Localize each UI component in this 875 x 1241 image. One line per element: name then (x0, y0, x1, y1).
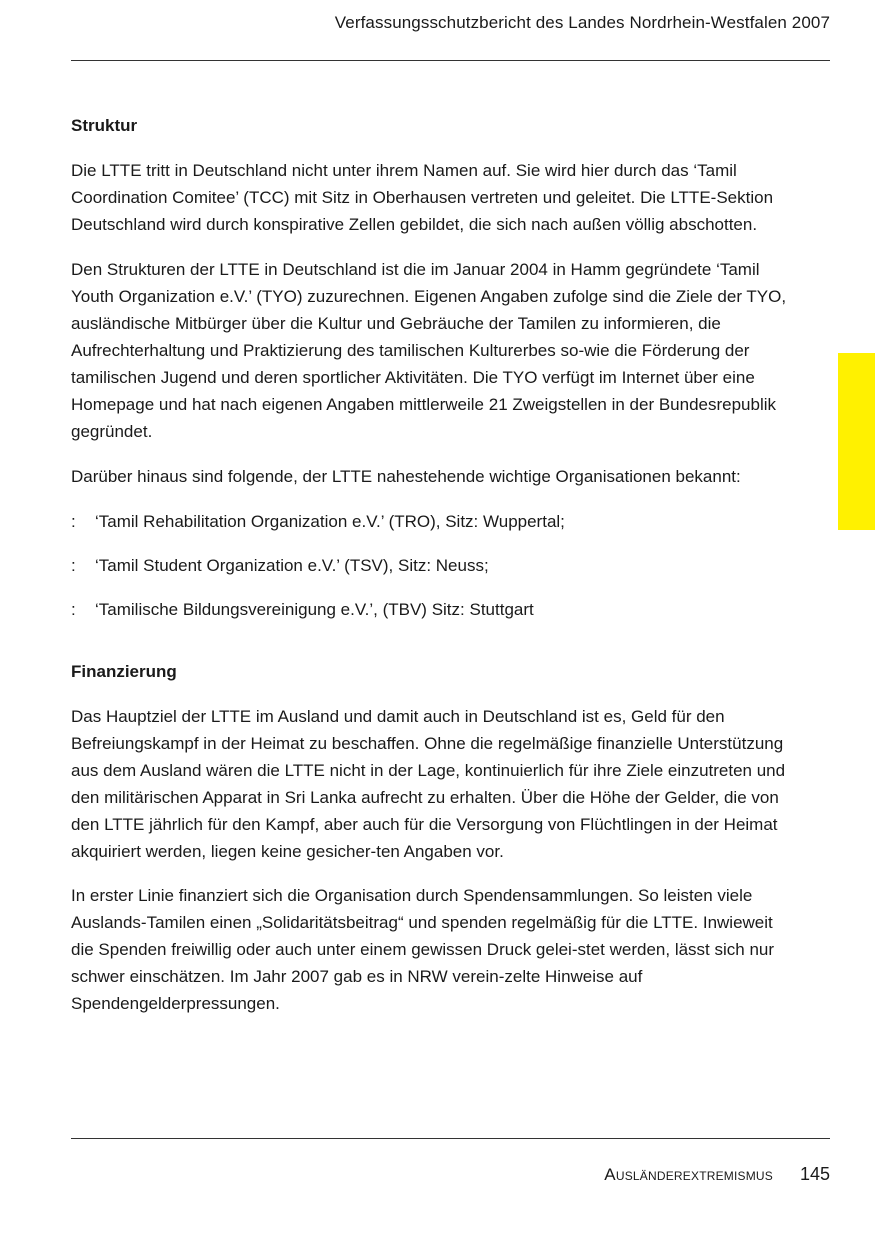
chapter-color-tab (838, 353, 875, 530)
list-bullet: : (71, 556, 76, 575)
section-heading-struktur: Struktur (71, 116, 138, 135)
header-rule (71, 60, 830, 61)
paragraph: Die LTTE tritt in Deutschland nicht unter ihrem Namen auf. Sie wird hier durch das ‘Tamil Coordination Comitee’ (TCC) mit Sitz in Oberhausen vertreten und geleitet. Die LTTE-Sektion Deutschland wird durch konspirative Zellen gebildet, die sich nach außen völlig abschotten. (71, 161, 774, 234)
list-item (71, 508, 791, 535)
running-footer-section: Ausländerextremismus (604, 1165, 773, 1184)
list-item-text: ‘Tamil Rehabilitation Organization e.V.’ (TRO), Sitz: Wuppertal; (95, 512, 565, 531)
paragraph: Das Hauptziel der LTTE im Ausland und damit auch in Deutschland ist es, Geld für den Befreiungskampf in der Heimat zu beschaffen. Ohne die regelmäßige finanzielle Unterstützung aus dem Ausland wären die LTTE nicht in der Lage, kontinuierlich für ihre Ziele einzutreten und den militärischen Apparat in Sri Lanka aufrecht zu erhalten. Über die Höhe der Gelder, die von den LTTE jährlich für den Kampf, aber auch für die Versorgung von Flüchtlingen in der Heimat akquiriert werden, liegen keine gesicher-ten Angaben vor. (71, 707, 786, 861)
running-header-title: Verfassungsschutzbericht des Landes Nordrhein-Westfalen 2007 (334, 13, 830, 32)
organization-list (71, 508, 791, 623)
paragraph: Den Strukturen der LTTE in Deutschland ist die im Januar 2004 in Hamm gegründete ‘Tamil Youth Organization e.V.’ (TYO) zuzurechnen. Eigenen Angaben zufolge sind die Ziele der TYO, ausländische Mitbürger über die Kultur und Gebräuche der Tamilen zu informieren, die Aufrechterhaltung und Praktizierung des tamilischen Kulturerbes so-wie die Förderung der tamilischen Jugend und deren sportlicher Aktivitäten. Die TYO verfügt im Internet über eine Homepage und hat nach eigenen Angaben mittlerweile 21 Zweigstellen in der Bundesrepublik gegründet. (71, 260, 787, 441)
paragraph: Darüber hinaus sind folgende, der LTTE nahestehende wichtige Organisationen bekannt: (71, 467, 741, 486)
main-content (71, 113, 791, 1017)
list-item-text: ‘Tamilische Bildungsvereinigung e.V.’, (TBV) Sitz: Stuttgart (95, 600, 534, 619)
paragraph: In erster Linie finanziert sich die Organisation durch Spendensammlungen. So leisten viele Auslands-Tamilen einen „Solidaritätsbeitrag“ und spenden regelmäßig für die LTTE. Inwieweit die Spenden freiwillig oder auch unter einem gewissen Druck gelei-stet werden, lässt sich nur schwer einschätzen. Im Jahr 2007 gab es in NRW verein-zelte Hinweise auf Spendengelderpressungen. (71, 886, 775, 1013)
list-item (71, 552, 791, 579)
section-heading-finanzierung: Finanzierung (71, 662, 177, 681)
list-item (71, 596, 791, 623)
list-bullet: : (71, 600, 76, 619)
list-bullet: : (71, 512, 76, 531)
page-number: 145 (799, 1164, 830, 1184)
footer-rule (71, 1138, 830, 1139)
list-item-text: ‘Tamil Student Organization e.V.’ (TSV), Sitz: Neuss; (95, 556, 489, 575)
